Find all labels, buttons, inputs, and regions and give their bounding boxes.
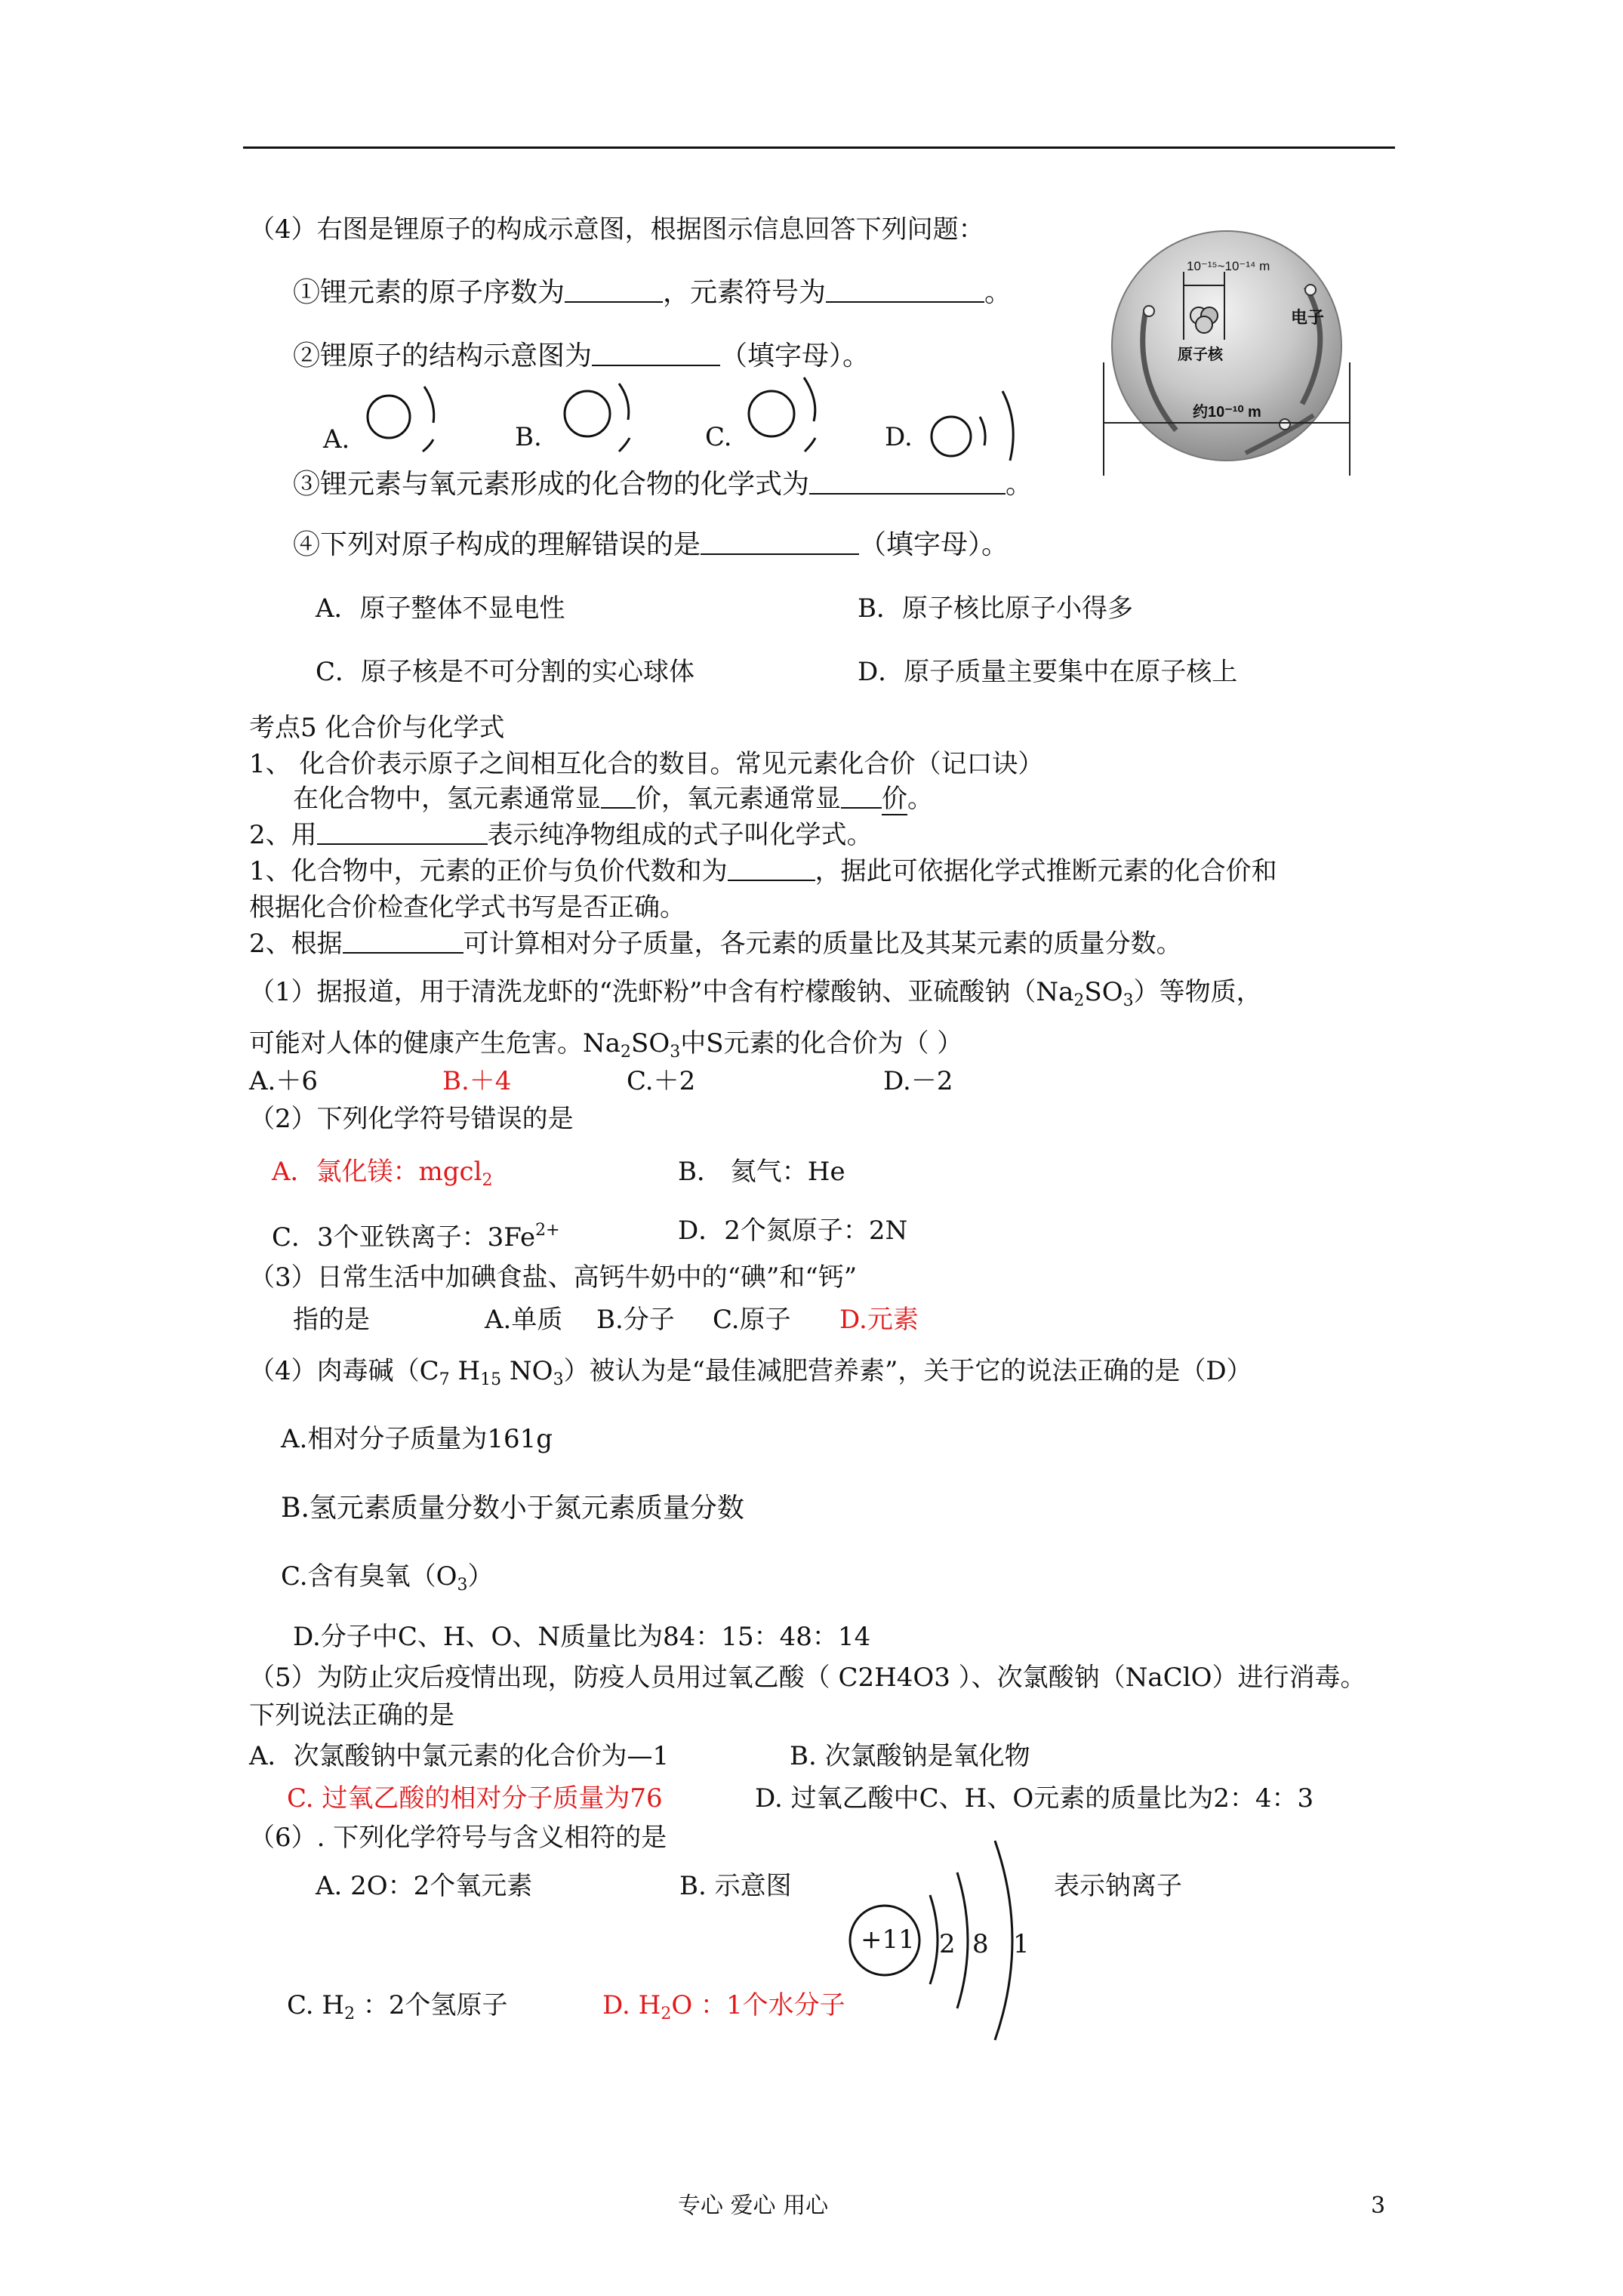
choice-c-label: C. — [705, 422, 732, 452]
q4b-stem: （4）肉毒碱（$C_7$ $H_{15}$ $NO_3$）被认为是“最佳减肥营养素”，关于它的说法正确的是（D） — [249, 1356, 1252, 1389]
q4-option-c: C．原子核是不可分割的实心球体 — [316, 657, 695, 687]
q6-stem: （6）. 下列化学符号与含义相符的是 — [249, 1823, 667, 1853]
shell-1-arc — [930, 1895, 938, 1984]
q4-sub4: ④下列对原子构成的理解错误的是 （填字母）。 — [293, 529, 1009, 560]
sodium-diagram — [845, 1827, 1072, 2046]
q4-option-b: B．原子核比原子小得多 — [858, 593, 1133, 624]
q4-sub3: ③锂元素与氧元素形成的化合物的化学式为 。 — [293, 469, 1033, 500]
q1-option-c: C.＋2 — [627, 1066, 696, 1096]
choice-c-nucleus — [749, 391, 794, 436]
header-rule — [243, 146, 1395, 149]
q4b-option-a: A.相对分子质量为161g — [281, 1424, 553, 1454]
nucleus-charge: +11 — [861, 1925, 915, 1955]
shell-1-count: 2 — [939, 1929, 956, 1959]
q2-stem: （2）下列化学符号错误的是 — [249, 1104, 574, 1134]
q6-option-b: B. 示意图 — [679, 1871, 792, 1901]
choice-d-label: D. — [885, 422, 913, 452]
nucleus-icon — [1196, 316, 1212, 333]
q4-option-a: A．原子整体不显电性 — [316, 593, 565, 624]
q6-option-d: D. $H_2O$ ：1个水分子 — [602, 1990, 845, 2023]
shell-2-arc — [957, 1872, 968, 2008]
q3-stem: （3）日常生活中加碘食盐、高钙牛奶中的“碘”和“钙” — [249, 1262, 858, 1293]
choice-b-shell — [619, 384, 630, 451]
q2-option-c: C．3个亚铁离子：$3Fe^{2+}$ — [272, 1221, 560, 1253]
section5-l1: 1、 化合价表示原子之间相互化合的数目。常见元素化合价（记口诀） — [249, 749, 1044, 779]
choice-d-nucleus — [932, 417, 971, 456]
electron-icon — [1280, 419, 1290, 430]
nucleus-size-label: 10⁻¹⁵~10⁻¹⁴ m — [1187, 259, 1270, 273]
choice-b-label: B. — [515, 422, 542, 452]
shell-2-count: 8 — [972, 1929, 989, 1959]
section5-l2: 在化合物中，氢元素通常显 价，氧元素通常显 价。 — [293, 784, 933, 814]
q4-option-d: D．原子质量主要集中在原子核上 — [858, 657, 1238, 687]
q4-sub1: ①锂元素的原子序数为 ，元素符号为 。 — [293, 277, 1012, 308]
choice-b-nucleus — [565, 391, 610, 436]
q1-line2: 可能对人体的健康产生危害。$Na_2SO_3$中S元素的化合价为（ ） — [249, 1028, 963, 1062]
q4-sub2: ②锂原子的结构示意图为 （填字母）。 — [293, 341, 870, 371]
choice-c-shell — [804, 378, 815, 451]
atom-size-label: 约10⁻¹⁰ m — [1193, 404, 1261, 421]
q5-option-a: A．次氯酸钠中氯元素的化合价为—1 — [249, 1741, 670, 1771]
section5-l4: 1、化合物中，元素的正价与负价代数和为 ，据此可依据化学式推断元素的化合价和 — [249, 856, 1277, 886]
q3-prefix: 指的是 — [293, 1305, 370, 1335]
electron-icon — [1305, 285, 1316, 295]
section5-l5: 根据化合价检查化学式书写是否正确。 — [249, 892, 685, 923]
q1-option-d: D.－2 — [883, 1066, 953, 1096]
q4b-option-c: C.含有臭氧$(O_3)$ — [281, 1561, 494, 1595]
q5-option-d: D. 过氧乙酸中C、H、O元素的质量比为2：4：3 — [755, 1783, 1314, 1814]
section5-title: 考点5 化合价与化学式 — [249, 713, 505, 743]
q3-option-c: C.原子 — [713, 1305, 791, 1335]
choice-d-shell-inner — [980, 417, 985, 445]
q4b-option-d: D.分子中C、H、O、N质量比为84：15：48：14 — [293, 1622, 871, 1652]
q3-option-d: D.元素 — [839, 1305, 919, 1335]
page-number: 3 — [1371, 2193, 1386, 2219]
q3-option-a: A.单质 — [485, 1305, 563, 1335]
choice-d-shell-outer — [1002, 391, 1013, 461]
shell-3-count: 1 — [1013, 1929, 1030, 1959]
q5-stem2: 下列说法正确的是 — [249, 1700, 454, 1730]
q5-stem1: （5）为防止灾后疫情出现，防疫人员用过氧乙酸（ C2H4O3 ）、次氯酸钠（NaClO）进行消毒。 — [249, 1663, 1366, 1693]
q5-option-b: B. 次氯酸钠是氧化物 — [790, 1741, 1030, 1771]
q1-option-b: B.＋4 — [442, 1066, 512, 1096]
electron-icon — [1144, 306, 1154, 316]
electron-label: 电子 — [1291, 308, 1325, 327]
nucleus-label: 原子核 — [1178, 347, 1223, 363]
q1-line1: （1）据报道，用于清洗龙虾的“洗虾粉”中含有柠檬酸钠、亚硫酸钠$(Na_2SO_3)$等物质， — [249, 977, 1262, 1010]
q4-stem: （4）右图是锂原子的构成示意图，根据图示信息回答下列问题： — [249, 214, 984, 245]
section5-l3: 2、用 表示纯净物组成的式子叫化学式。 — [249, 820, 873, 850]
section5-l6: 2、根据 可计算相对分子质量，各元素的质量比及其某元素的质量分数。 — [249, 929, 1182, 959]
q3-option-b: B.分子 — [596, 1305, 675, 1335]
footer-motto: 专心 爱心 用心 — [678, 2193, 829, 2219]
choice-a-nucleus — [368, 396, 410, 438]
q5-option-c: C. 过氧乙酸的相对分子质量为76 — [287, 1783, 663, 1814]
lithium-atom-figure — [1087, 227, 1366, 483]
q2-option-d: D．2个氮原子：2N — [678, 1216, 908, 1246]
q1-option-a: A.＋6 — [249, 1066, 318, 1096]
q2-option-a: A．氯化镁：mgcl$_2$ — [272, 1157, 493, 1190]
q4b-option-b: B.氢元素质量分数小于氮元素质量分数 — [281, 1493, 744, 1524]
q6-option-a: A. 2O：2个氧元素 — [316, 1871, 533, 1901]
q6-option-b-tail: 表示钠离子 — [1054, 1871, 1182, 1901]
choice-a-label: A. — [323, 424, 350, 455]
choice-a-shell — [423, 387, 434, 451]
shell-3-arc — [995, 1841, 1012, 2040]
q6-option-c: C. $H_2$ ：2个氢原子 — [287, 1990, 508, 2023]
q2-option-b: B． 氦气：He — [678, 1157, 845, 1187]
structure-choices-figure — [355, 370, 1095, 468]
